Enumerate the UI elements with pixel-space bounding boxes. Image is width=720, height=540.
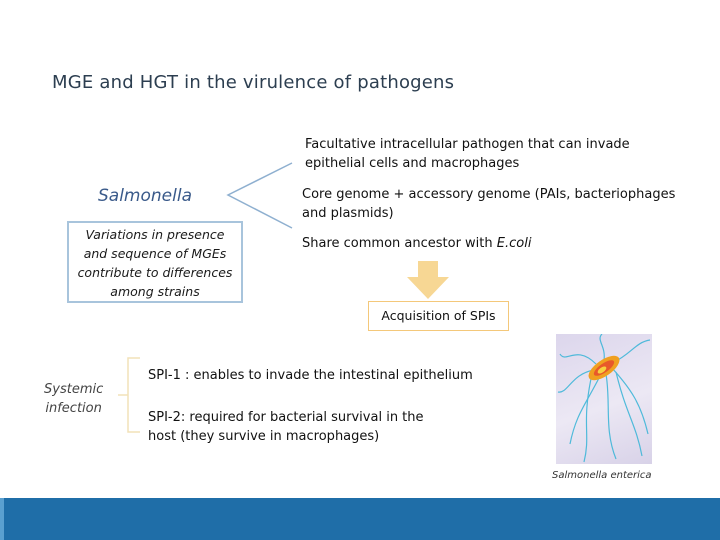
systemic-line: Systemic <box>44 382 104 397</box>
fact-line: and plasmids) <box>302 206 394 221</box>
variation-line: contribute to differences <box>77 265 233 280</box>
arrow-down-icon <box>407 261 449 299</box>
fact-line: epithelial cells and macrophages <box>305 156 520 171</box>
variation-line: Variations in presence <box>85 227 225 242</box>
salmonella-image <box>556 334 652 464</box>
bacterium-illustration <box>556 334 652 464</box>
variation-box <box>67 221 243 303</box>
spi-line: host (they survive in macrophages) <box>148 429 380 444</box>
spi-line: SPI-2: required for bacterial survival in the <box>148 410 424 425</box>
spi-2-text <box>148 408 424 446</box>
fact-line: Core genome + accessory genome (PAIs, bacteriophages <box>302 187 676 202</box>
fork-connector <box>228 163 292 228</box>
systemic-line: infection <box>45 401 102 416</box>
systemic-infection-label <box>44 380 103 418</box>
spi-line: SPI-1 : enables to invade the intestinal epithelium <box>148 368 473 383</box>
fact-line: Share common ancestor with <box>302 236 497 251</box>
organism-label: Salmonella <box>98 186 192 206</box>
fact-ancestor <box>302 234 531 253</box>
acquisition-box: Acquisition of SPIs <box>368 301 509 331</box>
spi-bracket <box>118 358 140 432</box>
spi-1-text <box>148 366 473 385</box>
ecoli-name: E.coli <box>496 236 532 251</box>
fact-genome <box>302 185 675 223</box>
fact-line: Facultative intracellular pathogen that can invade <box>305 137 630 152</box>
variation-line: and sequence of MGEs <box>83 246 227 261</box>
variation-line: among strains <box>110 284 200 299</box>
fact-facultative <box>305 135 630 173</box>
image-caption: Salmonella enterica <box>552 470 652 481</box>
footer-bar <box>0 498 720 540</box>
footer-accent <box>0 498 4 540</box>
page-title: MGE and HGT in the virulence of pathogens <box>52 72 455 93</box>
